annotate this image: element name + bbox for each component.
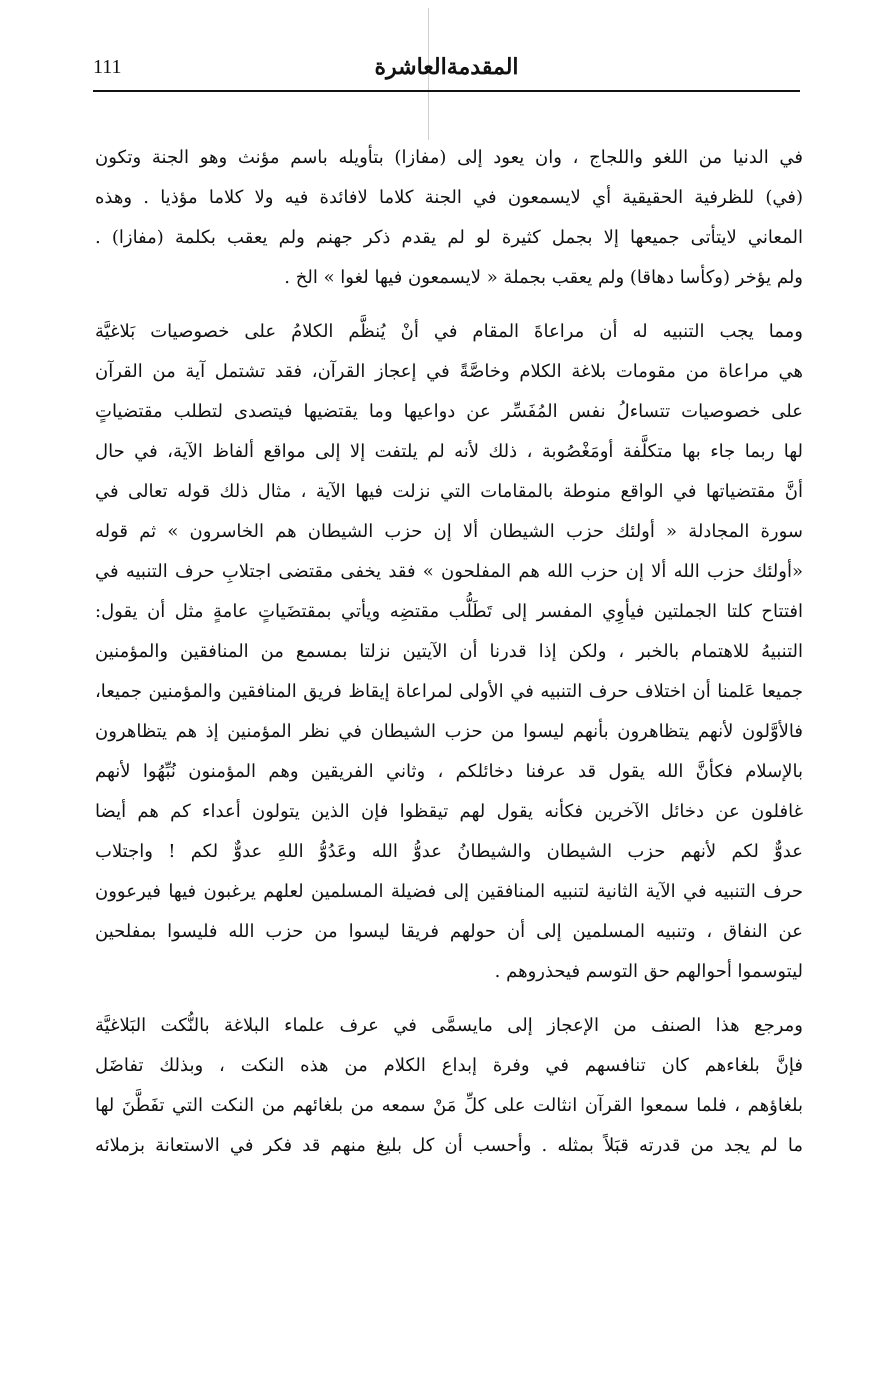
text-line: افتتاح كلتا الجملتين فيأوِي المفسر إلى تَطَلُّب مقتضِه ويأتي بمقتضَياتٍ عامةٍ مثل أن يقول: — [95, 601, 803, 622]
paragraph-spacing — [95, 298, 803, 312]
text-line: هي مراعاة من مقومات بلاغة الكلام وخاصَّةً في إعجاز القرآن، فقد تشتمل آية من القرآن — [95, 361, 803, 382]
text-line: ولم يؤخر (وكأسا دهاقا) ولم يعقب بجملة « لايسمعون فيها لغوا » الخ . — [284, 267, 803, 288]
body-text — [95, 138, 803, 1166]
page-header — [93, 50, 800, 90]
paragraph-3 — [95, 1006, 803, 1166]
text-line: «أولئك حزب الله ألا إن حزب الله هم المفلحون » فقد يخفى مقتضى اجتلابِ حرف التنبيه في — [95, 561, 803, 582]
paragraph-1 — [95, 138, 803, 298]
text-line: في الدنيا من اللغو واللجاج ، وان يعود إلى (مفازا) بتأويله باسم مؤنث وهو الجنة وتكون — [95, 147, 803, 168]
text-line: ما لم يجد من قدرته قبَلاً بمثله . وأحسب أن كل بليغ منهم قد فكر في الاستعانة بزملائه — [95, 1135, 803, 1156]
text-line: فإنَّ بلغاءهم كان تنافسهم في وفرة إبداع الكلام من هذه النكت ، وبذلك تفاضَل — [95, 1055, 803, 1076]
text-line: على خصوصيات تتساءلُ نفس المُفَسِّر عن دواعيها وما يقتضيها فيتصدى لتطلب مقتضياتٍ — [95, 401, 803, 422]
paragraph-2 — [95, 312, 803, 992]
text-line: عن النفاق ، وتنبيه المسلمين إلى أن حولهم فريقا ليسوا من حزب الله فليسوا بمفلحين — [95, 921, 803, 942]
text-line: ليتوسموا أحوالهم حق التوسم فيحذروهم . — [494, 961, 803, 982]
text-line: سورة المجادلة « أولئك حزب الشيطان ألا إن حزب الشيطان هم الخاسرون » ثم قوله — [95, 521, 803, 542]
text-line: حرف التنبيه في الآية الثانية لتنبيه المنافقين إلى فضيلة المسلمين لعلهم يرغبون فيها فيرعوون — [95, 881, 803, 902]
text-line: بلغاؤهم ، فلما سمعوا القرآن انثالت على كلِّ مَنْ سمعه من بلغائهم من النكت التي تفَطَّنَ لها — [95, 1095, 803, 1116]
text-line: عدوٌّ لكم لأنهم حزب الشيطان والشيطانُ عدوُّ الله وعَدُوُّ اللهِ عدوٌّ لكم ! واجتلاب — [95, 841, 803, 862]
text-line: جميعا عَلمنا أن اختلاف حرف التنبيه في الأولى لمراعاة إيقاظ فريق المنافقين والمؤمنين جميعا، — [95, 681, 803, 702]
text-line: غافلون عن دخائل الآخرين فكأنه يقول لهم تيقظوا فإن الذين يتولون أعداء كم هم أيضا — [95, 801, 803, 822]
text-line: (في) للظرفية الحقيقية أي لايسمعون في الجنة كلاما لافائدة فيه ولا كلاما مؤذيا . وهذه — [95, 187, 803, 208]
paragraph-spacing — [95, 992, 803, 1006]
text-line: ومما يجب التنبيه له أن مراعاةَ المقام في أنْ يُنظَّم الكلامُ على خصوصيات بَلاغيَّة — [95, 321, 803, 342]
text-line: ومرجع هذا الصنف من الإعجاز إلى مايسمَّى في عرف علماء البلاغة بالنُّكت البَلاغيَّة — [95, 1015, 803, 1036]
text-line: المعاني لايتأتى جميعها إلا بجمل كثيرة لو لم يقدم ذكر جهنم ولم يعقب بكلمة (مفازا) . — [95, 227, 803, 248]
running-title: المقدمةالعاشرة — [374, 54, 519, 80]
page-number: 111 — [93, 56, 122, 78]
text-line: بالإسلام فكأنَّ الله يقول قد عرفنا دخائلكم ، وثاني الفريقين وهم المؤمنون نُبِّهُوا لأنهم — [95, 761, 803, 782]
header-rule — [93, 90, 800, 92]
text-line: لها ربما جاء بها متكلَّفة أومَغْصُوبة ، ذلك لأنه لم يلتفت إلا إلى مواقع ألفاظ الآية، في حال — [95, 441, 803, 462]
text-line: فالأوَّلون لأنهم يتظاهرون بأنهم ليسوا من حزب الشيطان في نظر المؤمنين إذ هم يتظاهرون — [95, 721, 803, 742]
text-line: التنبيهُ للاهتمام بالخبر ، ولكن إذا قدرنا أن الآيتين نزلتا بمسمع من المنافقين والمؤمنين — [95, 641, 803, 662]
text-line: أنَّ مقتضياتها في الواقع منوطة بالمقامات التي نزلت فيها الآية ، مثال ذلك قوله تعالى في — [95, 481, 803, 502]
